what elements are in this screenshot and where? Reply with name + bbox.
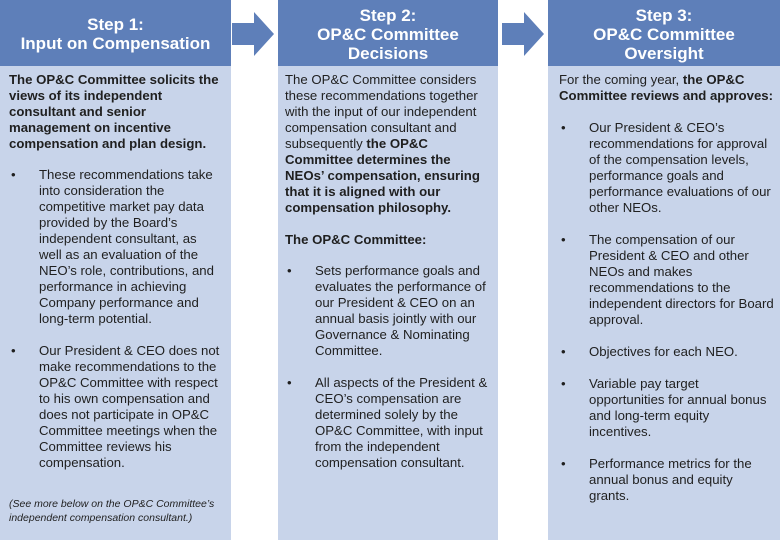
step-3-intro [559,72,774,104]
list-item [559,456,774,504]
step-2-column [278,0,498,540]
step-1-title: Input on Compensation [20,34,211,53]
step-1-intro: The OP&C Committee solicits the views of its independent consultant and senior management on incentive compensation and plan design. [9,72,219,151]
list-item [559,232,774,328]
list-item [285,263,492,359]
list-item [285,375,492,471]
step-1-label: Step 1: [87,15,144,34]
step-1-body [0,66,231,540]
bullet-icon: • [561,376,566,391]
step-1-footnote: (See more below on the OP&C Committee’s independent compensation consultant.) [9,498,215,524]
list-item-text: Our President & CEO does not make recommendations to the OP&C Committee with respect to his own compensation and does not participate in OP&C Committee meetings when the Committee reviews his compensation. [39,343,220,470]
step-2-intro-text: The OP&C Committee considers these recommendations together with the input of our independent compensation consultant and subsequently [285,72,478,151]
step-3-intro-text: For the coming year, [559,72,683,87]
step-3-bullet-list [559,120,774,504]
list-item-text: Variable pay target opportunities for annual bonus and long-term equity incentives. [589,376,767,439]
list-item [559,376,774,440]
step-3-title-line1: OP&C Committee [593,24,735,44]
step-2-body [278,66,498,540]
step-2-label: Step 2: [359,5,417,25]
list-item-text: These recommendations take into consideration the competitive market pay data provided by the Board’s independent consultant, as well as an evaluation of the NEO’s role, contributions, and performance in achieving Company performance and long-term potential. [39,167,214,326]
step-1-header [0,0,231,66]
bullet-icon: • [287,375,292,390]
arrow-right-icon [232,12,274,56]
bullet-icon: • [561,456,566,471]
list-item-text: Our President & CEO’s recommendations for approval of the compensation levels, performance goals and performance evaluations of our other NEOs. [589,120,771,215]
list-item-text: Performance metrics for the annual bonus and equity grants. [589,456,752,503]
list-item [9,167,223,327]
step-3-column [548,0,780,540]
step-1-column [0,0,231,540]
step-2-bullet-list [285,263,492,471]
step-1-bullet-list [9,167,223,471]
list-item [559,120,774,216]
step-2-title-line2: Decisions [347,43,429,63]
list-item-text: All aspects of the President & CEO’s compensation are determined solely by the OP&C Committee, with input from the independent compensation consultant. [315,375,488,470]
step-3-intro-emphasis: the OP&C Committee reviews and approves: [559,72,774,103]
step-3-header [548,0,780,66]
bullet-icon: • [561,232,566,247]
bullet-icon: • [287,263,292,278]
bullet-icon: • [11,343,16,358]
list-item [9,343,223,471]
list-item-text: Objectives for each NEO. [589,344,738,359]
step-2-subheading: The OP&C Committee: [285,232,427,247]
step-3-title-line2: Oversight [624,43,704,63]
step-2-intro [285,72,492,216]
step-2-title-line1: OP&C Committee [317,24,459,44]
list-item-text: The compensation of our President & CEO and other NEOs and makes recommendations to the independent directors for Board approval. [589,232,774,327]
step-3-label: Step 3: [635,5,693,25]
step-2-header [278,0,498,66]
bullet-icon: • [11,167,16,182]
list-item [559,344,774,360]
step-3-body [548,66,780,540]
arrow-right-icon [502,12,544,56]
bullet-icon: • [561,344,566,359]
step-2-intro-emphasis: the OP&C Committee determines the NEOs’ compensation, ensuring that it is aligned with our compensation philosophy. [285,136,480,215]
list-item-text: Sets performance goals and evaluates the performance of our President & CEO on an annual basis jointly with our Governance & Nominating Committee. [315,263,486,358]
bullet-icon: • [561,120,566,135]
